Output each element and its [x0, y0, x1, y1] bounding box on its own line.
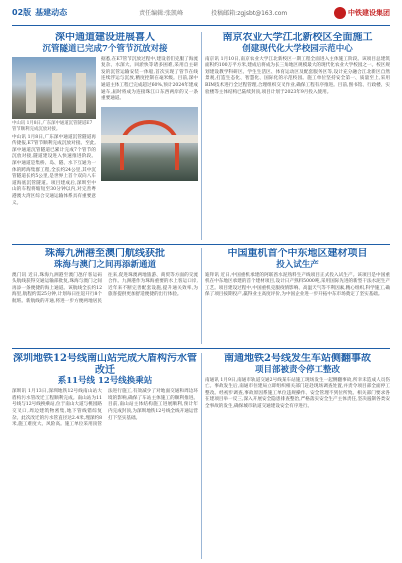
article-title: 中国重机首个中东地区建材项目	[227, 248, 368, 259]
page-header	[12, 0, 390, 26]
article-nantong-metro2	[205, 353, 390, 559]
photo-caption: 中山讯 1月8日,广东深中通道沉管隧道E7管节顺利完成沉放对接。	[12, 120, 93, 132]
article-njau-campus	[205, 32, 390, 240]
article-body: 深圳讯 1月13日,深圳地铁12号线南山站大盾构污水管改迁工程顺利完成。南山站为11号线与12号线换乘站,位于南山大道与桃园路交叉口,周边建筑物密集,地下管线错综复杂。此次改迁的污水管直径达2.4米,埋深约8米,施工难度大、风险高。施工单位采用顶管法进行施工,有效减少了对地面交通和周边环境的影响,确保了车站主体施工的顺利推进。目前,南山站主体结构施工进展顺利,预计年内完成封顶,为深圳地铁12号线全线开通运营打下坚实基础。	[12, 389, 198, 428]
article-zhuhai-ferry	[12, 248, 198, 344]
article-subtitle: 投入试生产	[276, 259, 319, 270]
article-body: 中山讯 1月8日,广东深中通道沉管隧道再传捷报,E7管节顺利完成沉放对接。至此,深中通道沉管隧道已累计完成7个管节的沉放对接,隧道建设进入快速推进阶段。深中通道是集桥、岛、隧、水下互通为一体的跨海集群工程,全长约24公里,其中沉管隧道长约5公里,是世界上首个双向八车道海底沉管隧道。项目建成后,深圳至中山的车程将缩短至30分钟以内,对完善粤港澳大湾区综合交通运输体系具有重要意义。	[12, 134, 96, 206]
article-subtitle: 项目部被责令停工整改	[254, 364, 340, 375]
article-body: 据悉,在E7管节沉放过程中,建设者们克服了海流复杂、水深大、回淤快等诸多困难,采用自主研发的沉管运输安装一体船,首次实现了管节在线连续浮运与沉放,精度控制在毫米级。目前,深中通道主体工程已完成超过60%,预计2024年建成通车,届时将成为连接珠江口东西两岸的又一条重要通道。	[101, 56, 198, 102]
article-subtitle: 创建现代化大学校园示范中心	[242, 43, 353, 54]
article-title: 南京农业大学江北新校区全面施工	[222, 32, 373, 43]
brand-mark-icon	[334, 7, 346, 19]
article-subtitle: 沉管隧道已完成7个管节沉放对接	[42, 43, 168, 54]
page-number: 02版	[12, 8, 32, 17]
article-title: 南通地铁2号线发生车站侧翻事故	[224, 353, 371, 364]
article-title: 珠海九洲港至澳门航线获批	[45, 248, 165, 259]
article-body: 南京讯 1月10日,南京农业大学江北新校区一期工程全面进入主体施工阶段。该项目总建筑面积约100万平方米,建成后将成为长三角地区规模最大的现代化农业大学校园之一。校区规划建设教学科研区、学生生活区、体育运动区及配套服务区等,设计充分融合江北新区自然景观,打造生态化、智慧化、国际化的示范校园。施工单位坚持安全第一、质量至上,采用BIM技术进行全过程管理,合理组织交叉作业,确保工程有序推进。目前,图书馆、行政楼、实验楼等主体结构已陆续封顶,项目计划于2023年9月投入使用。	[205, 56, 390, 95]
article-body: 澳门讯 近日,珠海九洲港至澳门氹仔客运码头航线获得交通运输部批复,珠海与澳门之间再添一条便捷的海上通道。该航线全长约12海里,航程约需25分钟,计划每日往返开行8个航班。新航线的开通,将进一步方便两地居民往来,促进珠澳两地旅游、商贸等方面的交流合作。九洲港作为珠海重要的水上客运口岸,近年来不断完善配套设施,提升通关效率,为旅客提供更加舒适便捷的出行体验。	[12, 272, 198, 305]
tunnel-photo	[12, 57, 96, 119]
article-body: 迪拜讯 近日,中国重机承建的阿联酋水泥熟料生产线项目正式投入试生产。该项目是中国重机在中东地区承建的首个建材项目,设计日产熟料5000吨,采用国际先进的新型干法水泥生产工艺。项目建设过程中,中国重机克服疫情影响、高温天气等不利因素,精心组织,科学施工,确保了项目按期投产,赢得业主高度评价,为中国企业进一步开拓中东市场奠定了坚实基础。	[205, 272, 390, 298]
article-body: 南通讯 1月9日,南通市轨道交通2号线某车站施工现场发生一起侧翻事故,所幸未造成人员伤亡。事故发生后,南通市住建局立即组织相关部门赶赴现场调查处置,并责令项目部全面停工整改。经初步调查,事故原因系施工单位违规操作、安全管理不到位所致。相关部门要求各在建项目举一反三,深入开展安全隐患排查整治,严格落实安全生产主体责任,坚决遏制各类安全事故的发生,确保城市轨道交通建设安全有序进行。	[205, 377, 390, 410]
brand-name: 中铁建设集团	[348, 8, 390, 17]
editor-credit: 责任编辑:张凯峰	[139, 10, 184, 17]
section-title: 基建动态	[35, 8, 68, 17]
article-middle-east-plant	[205, 248, 390, 344]
bridge-photo	[101, 107, 198, 181]
article-title: 深中通道建设进展喜人	[55, 32, 155, 43]
submission-email: 投稿邮箱:zgjsbt@163.com	[211, 10, 288, 17]
brand-logo	[334, 7, 390, 19]
article-subtitle: 系11号线 12号线换乘站	[57, 376, 153, 386]
article-title: 深圳地铁12号线南山站完成大盾构污水管改迁	[13, 353, 197, 376]
article-subtitle: 珠海与澳门之间再添新通道	[53, 259, 156, 270]
article-shenzhen-metro12	[12, 353, 198, 559]
article-shenzhong	[12, 32, 198, 240]
